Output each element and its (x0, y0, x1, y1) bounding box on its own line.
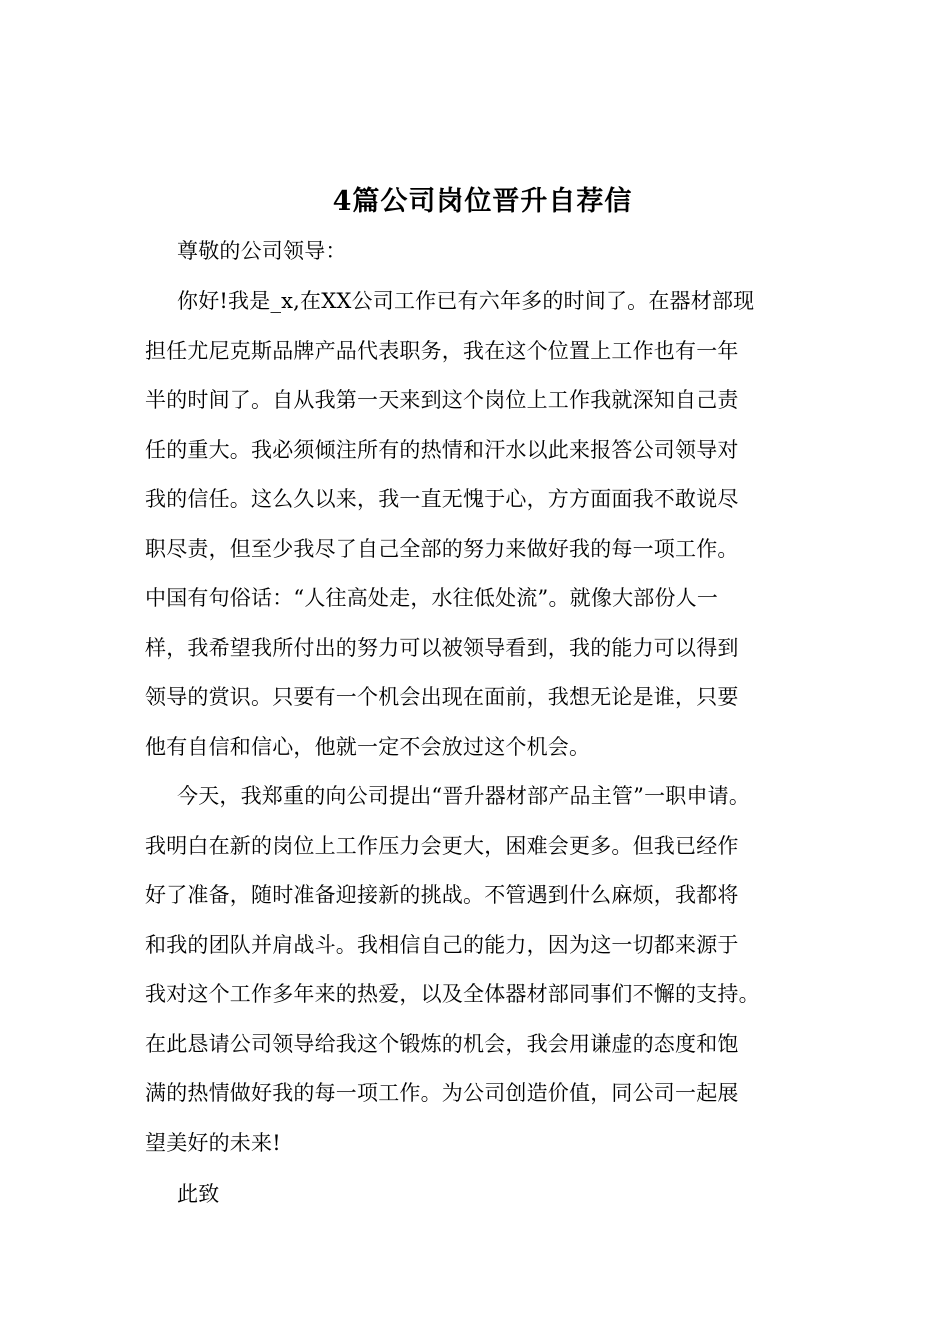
paragraph-2-line-8: 望美好的未来! (145, 1131, 281, 1155)
paragraph-2-line-5: 我对这个工作多年来的热爱，以及全体器材部同事们不懈的支持。 (145, 982, 760, 1006)
paragraph-1-line-3: 半的时间了。自从我第一天来到这个岗位上工作我就深知自己责 (145, 388, 739, 412)
paragraph-2-line-2: 我明白在新的岗位上工作压力会更大，困难会更多。但我已经作 (145, 834, 739, 858)
page-title: 4篇公司岗位晋升自荐信 (332, 186, 633, 217)
paragraph-1-line-8: 样，我希望我所付出的努力可以被领导看到，我的能力可以得到 (145, 636, 739, 660)
paragraph-1-line-1: 你好!我是_x,在XX公司工作已有六年多的时间了。在器材部现 (177, 289, 755, 313)
paragraph-2-line-1: 今天，我郑重的向公司提出“晋升器材部产品主管”一职申请。 (177, 784, 751, 808)
paragraph-2-line-4: 和我的团队并肩战斗。我相信自己的能力，因为这一切都来源于 (145, 933, 739, 957)
paragraph-1-line-4: 任的重大。我必须倾注所有的热情和汗水以此来报答公司领导对 (145, 438, 739, 462)
paragraph-1-line-2: 担任尤尼克斯品牌产品代表职务，我在这个位置上工作也有一年 (145, 339, 739, 363)
paragraph-1-line-5: 我的信任。这么久以来，我一直无愧于心，方方面面我不敢说尽 (145, 487, 739, 511)
paragraph-2-line-7: 满的热情做好我的每一项工作。为公司创造价值，同公司一起展 (145, 1081, 739, 1105)
paragraph-1-line-9: 领导的赏识。只要有一个机会出现在面前，我想无论是谁，只要 (145, 685, 739, 709)
closing: 此致 (177, 1182, 220, 1206)
paragraph-1-line-7: 中国有句俗话：“人往高处走，水往低处流”。就像大部份人一 (145, 586, 719, 610)
paragraph-2-line-6: 在此恳请公司领导给我这个锻炼的机会，我会用谦虚的态度和饱 (145, 1032, 739, 1056)
paragraph-1-line-6: 职尽责，但至少我尽了自己全部的努力来做好我的每一项工作。 (145, 537, 739, 561)
salutation: 尊敬的公司领导： (177, 239, 347, 263)
paragraph-2-line-3: 好了准备，随时准备迎接新的挑战。不管遇到什么麻烦，我都将 (145, 883, 739, 907)
paragraph-1-line-10: 他有自信和信心，他就一定不会放过这个机会。 (145, 735, 591, 759)
